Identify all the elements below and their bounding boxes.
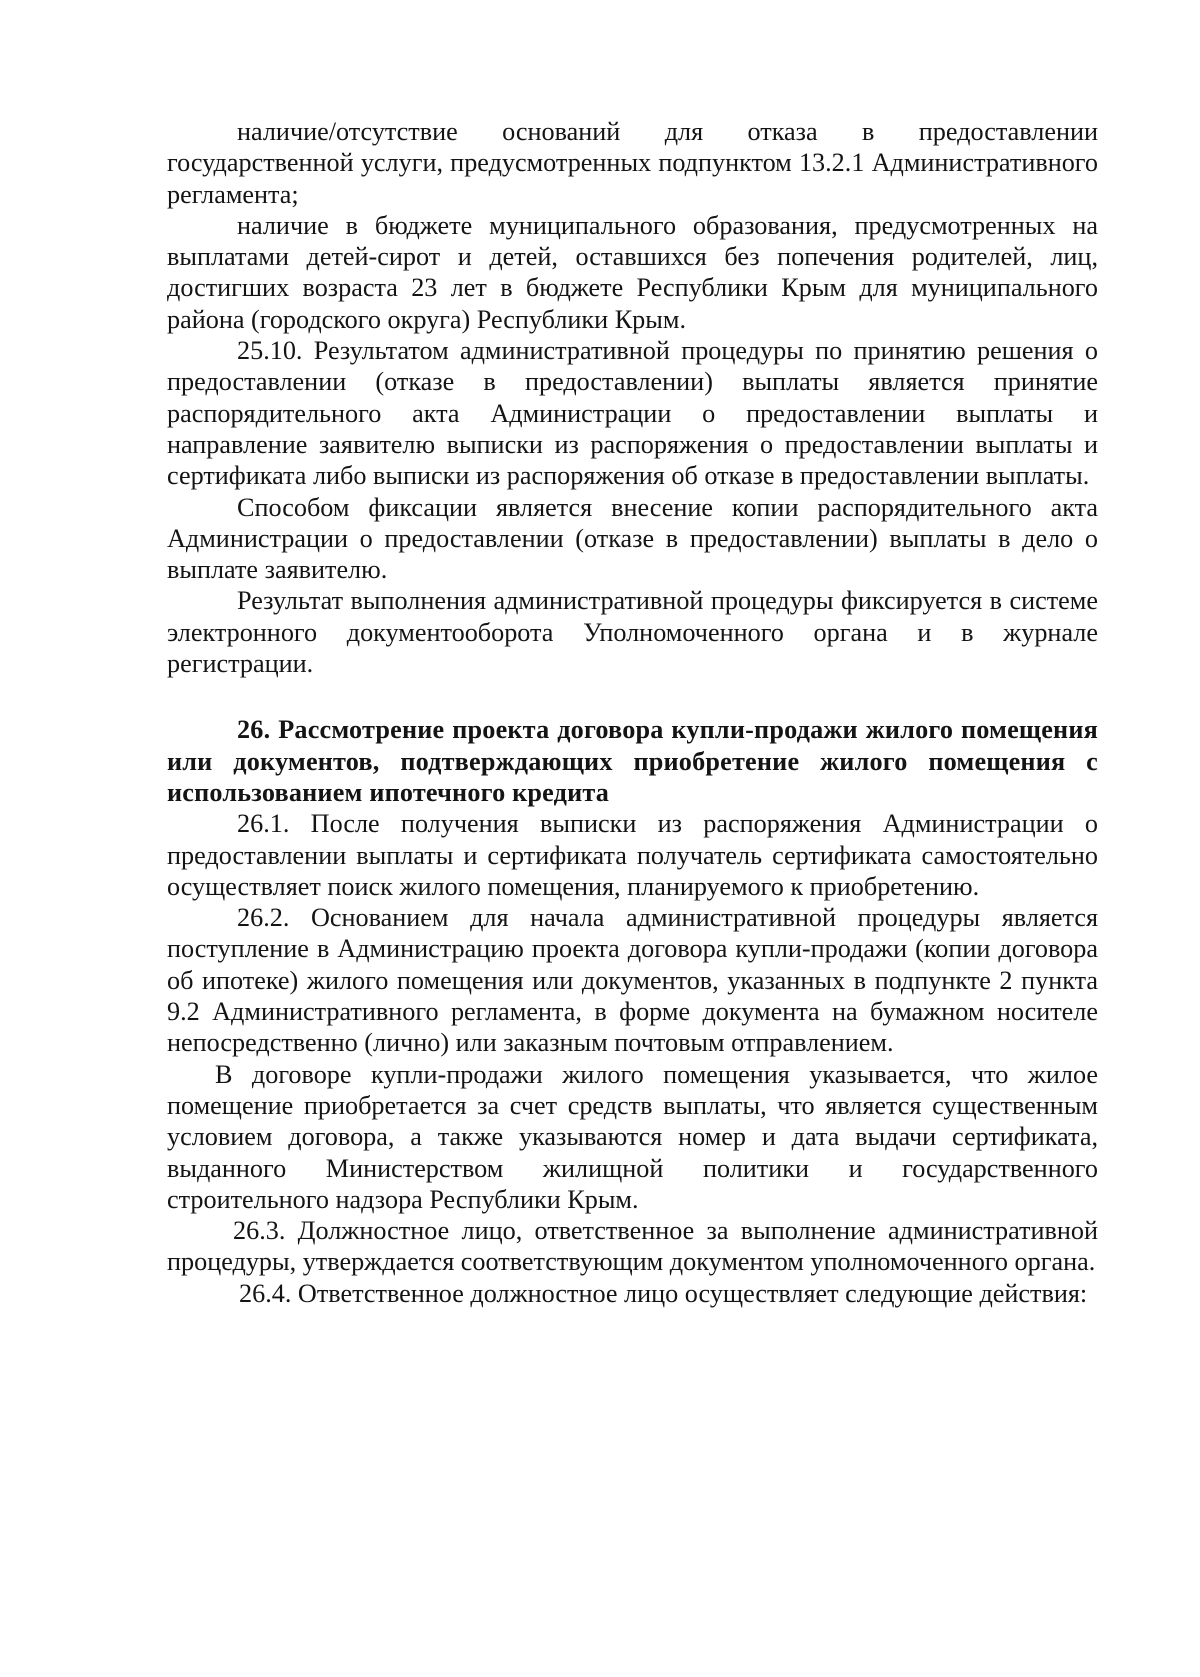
paragraph-result-recording: Результат выполнения административной процедуры фиксируется в системе электронного документооборота Уполномоченного органа и в журнале регистрации. <box>167 586 1098 679</box>
paragraph-26-2: 26.2. Основанием для начала административной процедуры является поступление в Администрацию проекта договора купли-продажи (копии договора об ипотеке) жилого помещения или документов, указанных в подпункте 2 пункта 9.2 Административного регламента, в форме документа на бумажном носителе непосредственно (лично) или заказным почтовым отправлением. <box>167 903 1098 1058</box>
paragraph-25-10-result: 25.10. Результатом административной процедуры по принятию решения о предоставлении (отказе в предоставлении) выплаты является принятие распорядительного акта Администрации о предоставлении выплаты и направление заявителю выписки из распоряжения о предоставлении выплаты и сертификата либо выписки из распоряжения об отказе в предоставлении выплаты. <box>167 336 1098 491</box>
section-spacer <box>167 679 1098 710</box>
paragraph-26-1: 26.1. После получения выписки из распоряжения Администрации о предоставлении выплаты и сертификата получатель сертификата самостоятельно осуществляет поиск жилого помещения, планируемого к приобретению. <box>167 809 1098 901</box>
paragraph-26-3: 26.3. Должностное лицо, ответственное за выполнение административной процедуры, утверждается соответствующим документом уполномоченного органа. <box>167 1216 1098 1277</box>
paragraph-grounds-for-refusal: наличие/отсутствие оснований для отказа в предоставлении государственной услуги, предусмотренных подпунктом 13.2.1 Административного регламента; <box>167 117 1098 209</box>
section-26-heading: 26. Рассмотрение проекта договора купли-продажи жилого помещения или документов, подтверждающих приобретение жилого помещения с использованием ипотечного кредита <box>167 715 1098 807</box>
document-body <box>167 116 1098 1309</box>
paragraph-budget-availability: наличие в бюджете муниципального образования, предусмотренных на выплатами детей-сирот и детей, оставшихся без попечения родителей, лиц, достигших возраста 23 лет в бюджете Республики Крым для муниципального района (городского округа) Республики Крым. <box>167 210 1098 334</box>
paragraph-fixation-method: Способом фиксации является внесение копии распорядительного акта Администрации о предоставлении (отказе в предоставлении) выплаты в дело о выплате заявителю. <box>167 492 1098 585</box>
paragraph-contract-terms: В договоре купли-продажи жилого помещения указывается, что жилое помещение приобретается за счет средств выплаты, что является существенным условием договора, а также указываются номер и дата выдачи сертификата, выданного Министерством жилищной политики и государственного строительного надзора Республики Крым. <box>167 1059 1098 1214</box>
paragraph-26-4: 26.4. Ответственное должностное лицо осуществляет следующие действия: <box>239 1278 1088 1308</box>
